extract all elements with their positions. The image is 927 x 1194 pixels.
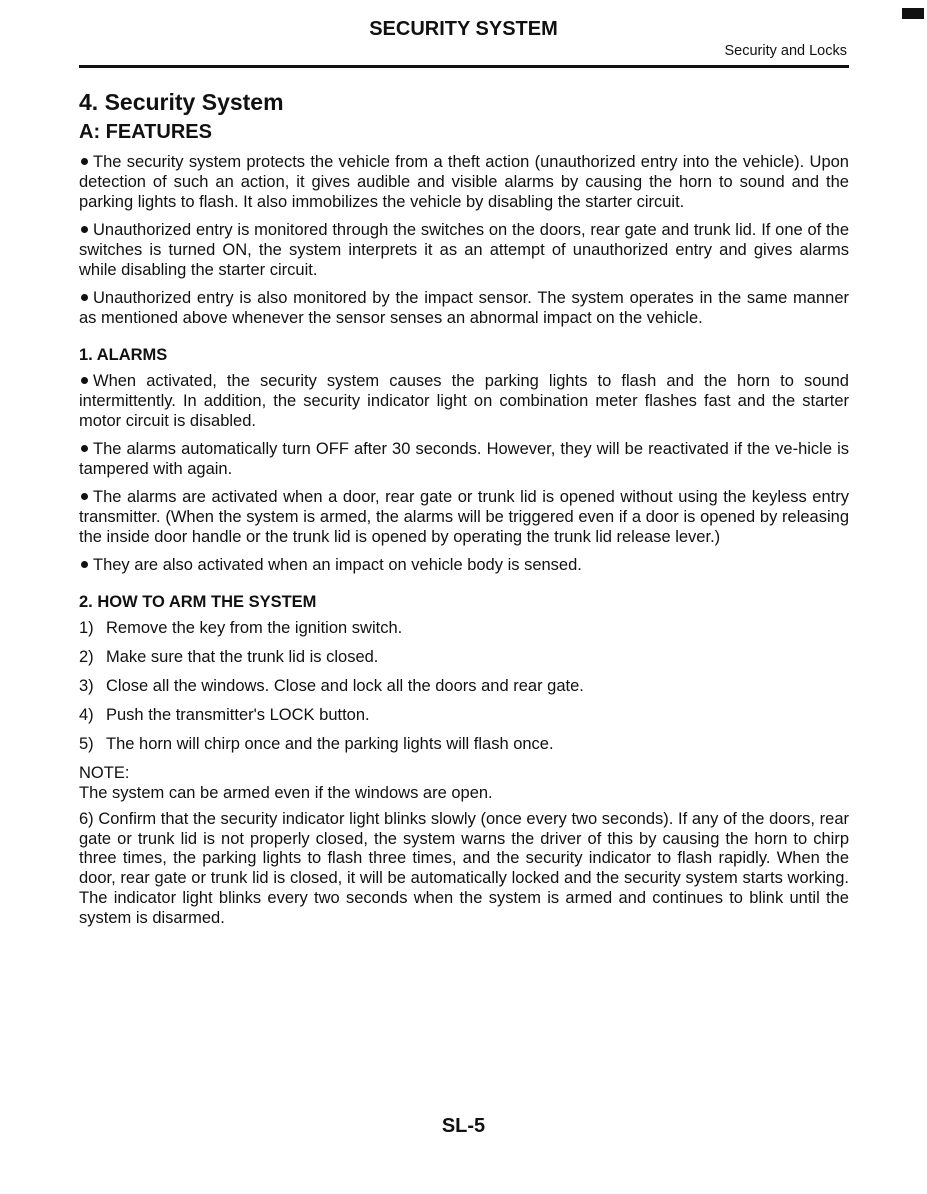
arm-step: 1) Remove the key from the ignition switch. xyxy=(79,619,403,637)
bullet-icon xyxy=(81,226,88,233)
section-label: Security and Locks xyxy=(724,43,847,59)
alarms-heading: 1. ALARMS xyxy=(79,346,168,364)
features-paragraph: The security system protects the vehicle from a theft action (unauthorized entry into the vehicle). Upon detection of such an action, it gives audible and visible alarms by causing the horn to sound and the parking lights to flash. It also immobilizes the vehicle by disabling the starter circuit. xyxy=(79,153,849,211)
note-text: The system can be armed even if the windows are open. xyxy=(79,784,493,802)
bullet-icon xyxy=(81,377,88,384)
document-body xyxy=(79,88,849,928)
bullet-icon xyxy=(81,445,88,452)
arm-step: 4) Push the transmitter's LOCK button. xyxy=(79,706,370,724)
note-label: NOTE: xyxy=(79,764,130,782)
features-paragraph: Unauthorized entry is also monitored by the impact sensor. The system operates in the same manner as mentioned above whenever the sensor senses an abnormal impact on the vehicle. xyxy=(79,289,849,327)
bullet-icon xyxy=(81,561,88,568)
bullet-icon xyxy=(81,158,88,165)
arm-step: 3) Close all the windows. Close and lock all the doors and rear gate. xyxy=(79,677,584,695)
alarms-paragraph: The alarms are activated when a door, rear gate or trunk lid is opened without using the keyless entry transmitter. (When the system is armed, the alarms will be triggered even if a door is opened by releasing the inside door handle or the trunk lid is opened by operating the trunk lid release lever.) xyxy=(79,488,849,546)
arm-step: 5) The horn will chirp once and the parking lights will flash once. xyxy=(79,735,554,753)
running-header-title: SECURITY SYSTEM xyxy=(369,18,558,40)
alarms-paragraph: They are also activated when an impact on vehicle body is sensed. xyxy=(79,555,849,575)
bullet-icon xyxy=(81,294,88,301)
alarms-paragraph: The alarms automatically turn OFF after 30 seconds. However, they will be reactivated if the ve-hicle is tampered with again. xyxy=(79,440,849,478)
arm-system-heading: 2. HOW TO ARM THE SYSTEM xyxy=(79,593,317,611)
arm-step: 2) Make sure that the trunk lid is closed. xyxy=(79,648,379,666)
header-divider xyxy=(79,65,849,68)
features-heading: A: FEATURES xyxy=(79,121,212,143)
bullet-icon xyxy=(81,493,88,500)
arm-step-6: 6) Confirm that the security indicator light blinks slowly (once every two seconds). If any of the doors, rear gate or trunk lid is not properly closed, the system warns the driver of this by causing the horn to chirp three times, the parking lights to flash three times, and the security indicator to flash rapidly. When the door, rear gate or trunk lid is closed, it will be automatically locked and the security system starts working. The indicator light blinks every two seconds when the system is armed and continues to blink until the system is disarmed. xyxy=(79,810,849,927)
alarms-paragraph: When activated, the security system causes the parking lights to flash and the horn to sound intermittently. In addition, the security indicator light on combination meter flashes fast and the starter motor circuit is disabled. xyxy=(79,372,849,430)
page-number: SL-5 xyxy=(441,1115,486,1137)
page-title: 4. Security System xyxy=(79,89,284,115)
features-paragraph: Unauthorized entry is monitored through the switches on the doors, rear gate and trunk lid. If one of the switches is turned ON, the system interprets it as an attempt of unauthorized entry and gives alarms while disabling the starter circuit. xyxy=(79,221,849,279)
